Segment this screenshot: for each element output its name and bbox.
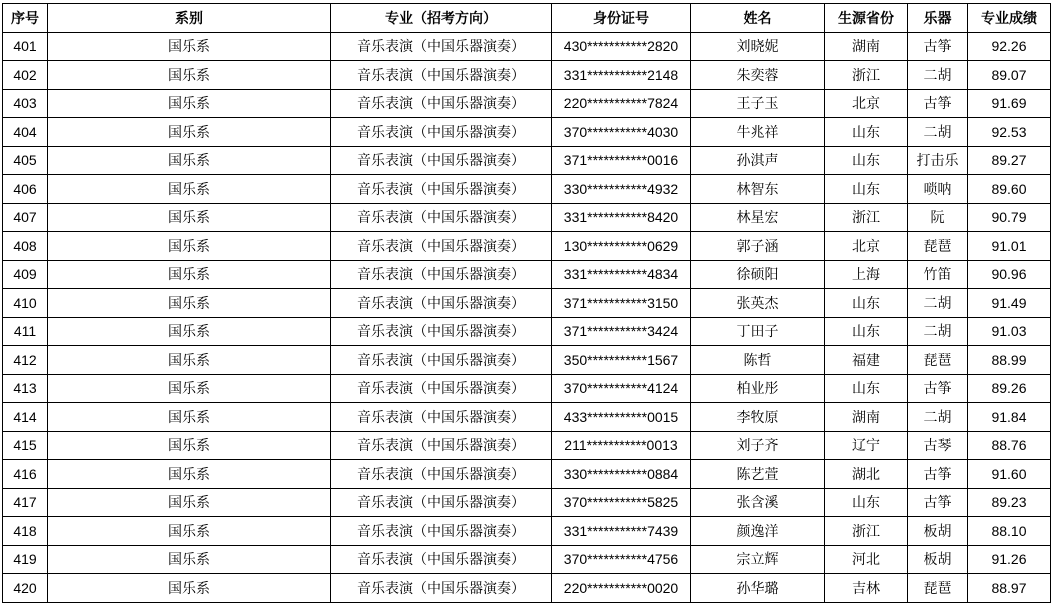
cell-id-number: 371***********3150 xyxy=(552,289,691,318)
cell-instrument: 古筝 xyxy=(908,488,968,517)
cell-id-number: 331***********8420 xyxy=(552,203,691,232)
cell-id-number: 130***********0629 xyxy=(552,232,691,261)
cell-province: 辽宁 xyxy=(825,431,908,460)
cell-department: 国乐系 xyxy=(48,488,331,517)
cell-department: 国乐系 xyxy=(48,574,331,603)
cell-seq: 417 xyxy=(3,488,48,517)
cell-name: 张含溪 xyxy=(691,488,825,517)
cell-instrument: 琵琶 xyxy=(908,232,968,261)
cell-score: 88.97 xyxy=(968,574,1051,603)
cell-seq: 403 xyxy=(3,89,48,118)
table-row xyxy=(3,61,1051,90)
cell-instrument: 琵琶 xyxy=(908,574,968,603)
cell-department: 国乐系 xyxy=(48,317,331,346)
cell-major: 音乐表演（中国乐器演奏） xyxy=(331,203,552,232)
cell-instrument: 唢呐 xyxy=(908,175,968,204)
cell-department: 国乐系 xyxy=(48,289,331,318)
table-row xyxy=(3,460,1051,489)
header-department: 系别 xyxy=(48,4,331,33)
cell-name: 陈艺萱 xyxy=(691,460,825,489)
cell-department: 国乐系 xyxy=(48,517,331,546)
cell-major: 音乐表演（中国乐器演奏） xyxy=(331,431,552,460)
cell-score: 88.76 xyxy=(968,431,1051,460)
cell-department: 国乐系 xyxy=(48,460,331,489)
cell-major: 音乐表演（中国乐器演奏） xyxy=(331,574,552,603)
cell-major: 音乐表演（中国乐器演奏） xyxy=(331,346,552,375)
cell-province: 山东 xyxy=(825,175,908,204)
cell-province: 浙江 xyxy=(825,203,908,232)
cell-province: 北京 xyxy=(825,89,908,118)
cell-score: 92.53 xyxy=(968,118,1051,147)
cell-province: 上海 xyxy=(825,260,908,289)
cell-major: 音乐表演（中国乐器演奏） xyxy=(331,317,552,346)
table-row xyxy=(3,32,1051,61)
table-header xyxy=(3,4,1051,33)
cell-instrument: 二胡 xyxy=(908,118,968,147)
cell-province: 湖南 xyxy=(825,32,908,61)
cell-id-number: 433***********0015 xyxy=(552,403,691,432)
header-major: 专业（招考方向） xyxy=(331,4,552,33)
cell-major: 音乐表演（中国乐器演奏） xyxy=(331,61,552,90)
cell-major: 音乐表演（中国乐器演奏） xyxy=(331,460,552,489)
table-row xyxy=(3,232,1051,261)
cell-id-number: 220***********7824 xyxy=(552,89,691,118)
cell-major: 音乐表演（中国乐器演奏） xyxy=(331,32,552,61)
cell-seq: 415 xyxy=(3,431,48,460)
cell-id-number: 370***********4030 xyxy=(552,118,691,147)
cell-province: 湖南 xyxy=(825,403,908,432)
cell-instrument: 打击乐 xyxy=(908,146,968,175)
cell-instrument: 琵琶 xyxy=(908,346,968,375)
table-row xyxy=(3,260,1051,289)
cell-department: 国乐系 xyxy=(48,403,331,432)
table-row xyxy=(3,545,1051,574)
cell-instrument: 板胡 xyxy=(908,517,968,546)
cell-id-number: 430***********2820 xyxy=(552,32,691,61)
table-row xyxy=(3,146,1051,175)
table-row xyxy=(3,317,1051,346)
cell-name: 朱奕蓉 xyxy=(691,61,825,90)
cell-department: 国乐系 xyxy=(48,32,331,61)
cell-department: 国乐系 xyxy=(48,203,331,232)
cell-id-number: 350***********1567 xyxy=(552,346,691,375)
cell-instrument: 板胡 xyxy=(908,545,968,574)
cell-score: 91.01 xyxy=(968,232,1051,261)
cell-seq: 420 xyxy=(3,574,48,603)
cell-id-number: 331***********4834 xyxy=(552,260,691,289)
cell-major: 音乐表演（中国乐器演奏） xyxy=(331,146,552,175)
cell-seq: 406 xyxy=(3,175,48,204)
cell-major: 音乐表演（中国乐器演奏） xyxy=(331,488,552,517)
cell-province: 北京 xyxy=(825,232,908,261)
cell-major: 音乐表演（中国乐器演奏） xyxy=(331,260,552,289)
cell-name: 柏业彤 xyxy=(691,374,825,403)
cell-id-number: 211***********0013 xyxy=(552,431,691,460)
cell-province: 湖北 xyxy=(825,460,908,489)
cell-seq: 418 xyxy=(3,517,48,546)
cell-instrument: 古筝 xyxy=(908,89,968,118)
cell-name: 孙华璐 xyxy=(691,574,825,603)
cell-score: 92.26 xyxy=(968,32,1051,61)
cell-id-number: 370***********4756 xyxy=(552,545,691,574)
cell-id-number: 371***********0016 xyxy=(552,146,691,175)
cell-major: 音乐表演（中国乐器演奏） xyxy=(331,232,552,261)
header-id-number: 身份证号 xyxy=(552,4,691,33)
cell-department: 国乐系 xyxy=(48,89,331,118)
cell-department: 国乐系 xyxy=(48,431,331,460)
cell-instrument: 二胡 xyxy=(908,289,968,318)
cell-seq: 409 xyxy=(3,260,48,289)
table-row xyxy=(3,175,1051,204)
cell-major: 音乐表演（中国乐器演奏） xyxy=(331,175,552,204)
cell-name: 王子玉 xyxy=(691,89,825,118)
cell-score: 91.84 xyxy=(968,403,1051,432)
cell-id-number: 330***********0884 xyxy=(552,460,691,489)
cell-score: 91.60 xyxy=(968,460,1051,489)
cell-province: 山东 xyxy=(825,118,908,147)
cell-major: 音乐表演（中国乐器演奏） xyxy=(331,403,552,432)
cell-name: 丁田子 xyxy=(691,317,825,346)
cell-department: 国乐系 xyxy=(48,146,331,175)
cell-seq: 413 xyxy=(3,374,48,403)
cell-instrument: 古筝 xyxy=(908,460,968,489)
cell-score: 91.49 xyxy=(968,289,1051,318)
cell-department: 国乐系 xyxy=(48,545,331,574)
cell-id-number: 371***********3424 xyxy=(552,317,691,346)
cell-name: 牛兆祥 xyxy=(691,118,825,147)
header-row xyxy=(3,4,1051,33)
cell-name: 郭子涵 xyxy=(691,232,825,261)
cell-score: 89.26 xyxy=(968,374,1051,403)
table-row xyxy=(3,431,1051,460)
header-province: 生源省份 xyxy=(825,4,908,33)
cell-id-number: 331***********2148 xyxy=(552,61,691,90)
cell-major: 音乐表演（中国乐器演奏） xyxy=(331,517,552,546)
cell-score: 89.07 xyxy=(968,61,1051,90)
cell-score: 88.99 xyxy=(968,346,1051,375)
cell-province: 浙江 xyxy=(825,61,908,90)
cell-name: 刘子齐 xyxy=(691,431,825,460)
cell-score: 90.96 xyxy=(968,260,1051,289)
table-row xyxy=(3,89,1051,118)
cell-province: 山东 xyxy=(825,317,908,346)
cell-department: 国乐系 xyxy=(48,346,331,375)
cell-id-number: 331***********7439 xyxy=(552,517,691,546)
cell-id-number: 330***********4932 xyxy=(552,175,691,204)
cell-instrument: 古筝 xyxy=(908,32,968,61)
table-row xyxy=(3,203,1051,232)
cell-seq: 408 xyxy=(3,232,48,261)
cell-province: 山东 xyxy=(825,289,908,318)
cell-name: 陈哲 xyxy=(691,346,825,375)
cell-name: 宗立辉 xyxy=(691,545,825,574)
cell-seq: 416 xyxy=(3,460,48,489)
cell-major: 音乐表演（中国乐器演奏） xyxy=(331,118,552,147)
table-row xyxy=(3,346,1051,375)
cell-department: 国乐系 xyxy=(48,118,331,147)
results-table xyxy=(2,3,1051,603)
table-row xyxy=(3,574,1051,603)
cell-department: 国乐系 xyxy=(48,374,331,403)
cell-id-number: 220***********0020 xyxy=(552,574,691,603)
cell-name: 颜逸洋 xyxy=(691,517,825,546)
cell-department: 国乐系 xyxy=(48,175,331,204)
cell-seq: 404 xyxy=(3,118,48,147)
header-name: 姓名 xyxy=(691,4,825,33)
cell-score: 89.23 xyxy=(968,488,1051,517)
cell-department: 国乐系 xyxy=(48,61,331,90)
cell-score: 88.10 xyxy=(968,517,1051,546)
cell-major: 音乐表演（中国乐器演奏） xyxy=(331,289,552,318)
cell-seq: 414 xyxy=(3,403,48,432)
cell-department: 国乐系 xyxy=(48,232,331,261)
cell-instrument: 二胡 xyxy=(908,317,968,346)
cell-score: 89.27 xyxy=(968,146,1051,175)
cell-name: 林智东 xyxy=(691,175,825,204)
cell-name: 刘晓妮 xyxy=(691,32,825,61)
cell-province: 福建 xyxy=(825,346,908,375)
table-row xyxy=(3,403,1051,432)
cell-seq: 410 xyxy=(3,289,48,318)
cell-instrument: 竹笛 xyxy=(908,260,968,289)
cell-department: 国乐系 xyxy=(48,260,331,289)
cell-seq: 405 xyxy=(3,146,48,175)
cell-score: 91.69 xyxy=(968,89,1051,118)
cell-score: 91.26 xyxy=(968,545,1051,574)
cell-score: 90.79 xyxy=(968,203,1051,232)
cell-seq: 411 xyxy=(3,317,48,346)
cell-province: 浙江 xyxy=(825,517,908,546)
cell-instrument: 二胡 xyxy=(908,61,968,90)
header-instrument: 乐器 xyxy=(908,4,968,33)
table-row xyxy=(3,488,1051,517)
cell-major: 音乐表演（中国乐器演奏） xyxy=(331,545,552,574)
cell-province: 山东 xyxy=(825,488,908,517)
cell-seq: 407 xyxy=(3,203,48,232)
table-row xyxy=(3,289,1051,318)
cell-major: 音乐表演（中国乐器演奏） xyxy=(331,374,552,403)
header-seq: 序号 xyxy=(3,4,48,33)
cell-province: 吉林 xyxy=(825,574,908,603)
cell-instrument: 古琴 xyxy=(908,431,968,460)
cell-instrument: 古筝 xyxy=(908,374,968,403)
cell-province: 河北 xyxy=(825,545,908,574)
cell-seq: 419 xyxy=(3,545,48,574)
cell-instrument: 二胡 xyxy=(908,403,968,432)
cell-id-number: 370***********5825 xyxy=(552,488,691,517)
cell-province: 山东 xyxy=(825,146,908,175)
cell-name: 孙淇声 xyxy=(691,146,825,175)
table-body xyxy=(3,32,1051,602)
cell-score: 91.03 xyxy=(968,317,1051,346)
cell-name: 林星宏 xyxy=(691,203,825,232)
cell-province: 山东 xyxy=(825,374,908,403)
cell-name: 徐硕阳 xyxy=(691,260,825,289)
cell-name: 张英杰 xyxy=(691,289,825,318)
cell-instrument: 阮 xyxy=(908,203,968,232)
cell-seq: 402 xyxy=(3,61,48,90)
cell-seq: 401 xyxy=(3,32,48,61)
cell-id-number: 370***********4124 xyxy=(552,374,691,403)
table-row xyxy=(3,118,1051,147)
table-row xyxy=(3,374,1051,403)
cell-seq: 412 xyxy=(3,346,48,375)
cell-major: 音乐表演（中国乐器演奏） xyxy=(331,89,552,118)
cell-name: 李牧原 xyxy=(691,403,825,432)
cell-score: 89.60 xyxy=(968,175,1051,204)
table-row xyxy=(3,517,1051,546)
header-score: 专业成绩 xyxy=(968,4,1051,33)
